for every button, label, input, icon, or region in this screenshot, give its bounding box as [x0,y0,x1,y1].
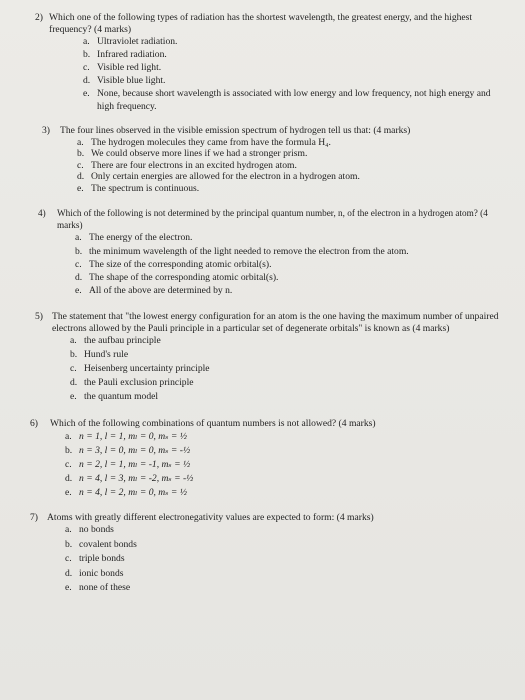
option-text: no bonds [79,524,114,536]
option-b [70,348,510,362]
option-text: n = 4, l = 2, mₗ = 0, mₛ = ½ [79,486,187,498]
option-text: Ultraviolet radiation. [97,36,178,47]
option-text: Visible blue light. [97,75,166,86]
option-e [65,581,510,596]
question-text: Which of the following combinations of quantum numbers is not allowed? (4 marks) [50,418,376,430]
option-label: c. [75,258,82,270]
option-text: the minimum wavelength of the light needed to remove the electron from the atom. [89,245,409,257]
option-text: The hydrogen molecules they came from have the formula H₄. [91,136,331,148]
question-text: The statement that "the lowest energy configuration for an atom is the one having the maximum number of unpaired electrons allowed by the Pauli principle in a particular set of degenerate orbitals" is known as (4 marks) [52,311,499,334]
option-text: n = 2, l = 1, mₗ = -1, mₛ = ½ [79,458,191,470]
option-text: n = 4, l = 3, mₗ = -2, mₛ = -½ [79,472,194,484]
option-text: the Pauli exclusion principle [84,376,194,388]
option-label: c. [65,553,72,565]
question-3 [42,125,507,194]
option-c [70,362,510,376]
option-list [77,137,507,195]
option-text: covalent bonds [79,538,137,550]
option-b [77,148,507,160]
question-text: Atoms with greatly different electronegativity values are expected to form: (4 marks) [47,511,374,523]
option-label: a. [77,136,84,148]
option-label: a. [65,524,72,536]
option-text: We could observe more lines if we had a stronger prism. [91,148,308,160]
question-number: 2) [35,12,43,23]
option-c [83,61,505,74]
option-label: a. [83,36,90,47]
option-text: Heisenberg uncertainty principle [84,363,210,375]
option-list [75,231,513,297]
option-e [77,183,507,195]
option-d [75,271,513,284]
option-c [65,458,510,472]
option-label: c. [65,458,72,470]
question-number: 4) [38,208,46,219]
option-b [75,245,513,258]
option-label: e. [65,486,72,498]
option-text: The spectrum is continuous. [91,182,200,194]
option-label: b. [75,245,83,257]
option-text: Infrared radiation. [97,49,167,60]
option-e [83,87,505,113]
option-text: Hund's rule [84,349,129,361]
option-text: The size of the corresponding atomic orbital(s). [89,258,272,270]
option-label: d. [70,376,78,388]
option-d [70,376,510,390]
option-e [65,486,510,500]
question-number: 6) [30,418,38,430]
option-c [77,160,507,172]
option-list [65,523,510,596]
option-a [65,430,510,444]
option-b [65,444,510,458]
option-a [70,334,510,348]
option-text: the aufbau principle [84,335,161,347]
option-b [65,538,510,553]
option-label: b. [77,148,85,160]
option-b [83,48,505,61]
option-label: e. [77,182,84,194]
option-label: c. [77,159,84,171]
option-label: d. [77,171,85,183]
option-label: e. [70,390,77,402]
option-text: ionic bonds [79,567,124,579]
option-label: b. [83,49,91,60]
option-text: All of the above are determined by n. [89,285,233,297]
option-d [65,567,510,582]
option-label: d. [65,567,73,579]
option-a [77,137,507,149]
option-label: d. [83,75,91,86]
question-5 [35,311,510,403]
option-c [65,552,510,567]
question-text: Which of the following is not determined by the principal quantum number, n, of the electron in a hydrogen atom? (4 marks) [57,208,488,230]
option-label: d. [65,472,73,484]
option-text: There are four electrons in an excited hydrogen atom. [91,159,297,171]
option-a [83,35,505,48]
question-text: The four lines observed in the visible emission spectrum of hydrogen tell us that: (4 marks) [60,125,411,136]
option-d [83,74,505,87]
question-7 [30,512,510,596]
option-text: The shape of the corresponding atomic orbital(s). [89,272,279,284]
question-4 [38,208,513,297]
option-a [75,231,513,244]
option-c [75,258,513,271]
option-label: e. [75,285,82,297]
option-label: e. [65,582,72,594]
question-text: Which one of the following types of radiation has the shortest wavelength, the greatest energy, and the highest frequency? (4 marks) [49,12,473,35]
option-label: c. [70,363,77,375]
option-text: The energy of the electron. [89,232,193,244]
option-label: e. [83,88,90,99]
option-label: d. [75,272,83,284]
option-d [65,472,510,486]
option-list [70,334,510,403]
question-6 [30,418,510,500]
option-d [77,171,507,183]
option-list [83,35,505,113]
question-number: 7) [30,511,38,523]
option-label: a. [75,232,82,244]
option-label: a. [70,335,77,347]
option-text: Only certain energies are allowed for the electron in a hydrogen atom. [91,171,360,183]
question-number: 3) [42,125,50,136]
option-e [70,390,510,404]
option-label: b. [65,538,73,550]
option-e [75,284,513,297]
option-text: the quantum model [84,390,159,402]
option-label: b. [65,444,73,456]
question-number: 5) [35,311,43,323]
option-text: None, because short wavelength is associated with low energy and low frequency, not high energy and high frequency. [97,88,491,112]
option-text: Visible red light. [97,62,162,73]
option-text: n = 1, l = 1, mₗ = 0, mₛ = ½ [79,430,187,442]
question-2 [35,12,505,113]
option-label: b. [70,349,78,361]
option-list [65,430,510,500]
option-text: n = 3, l = 0, mₗ = 0, mₛ = -½ [79,444,191,456]
option-a [65,523,510,538]
option-label: a. [65,430,72,442]
option-text: none of these [79,582,131,594]
option-label: c. [83,62,90,73]
option-text: triple bonds [79,553,125,565]
